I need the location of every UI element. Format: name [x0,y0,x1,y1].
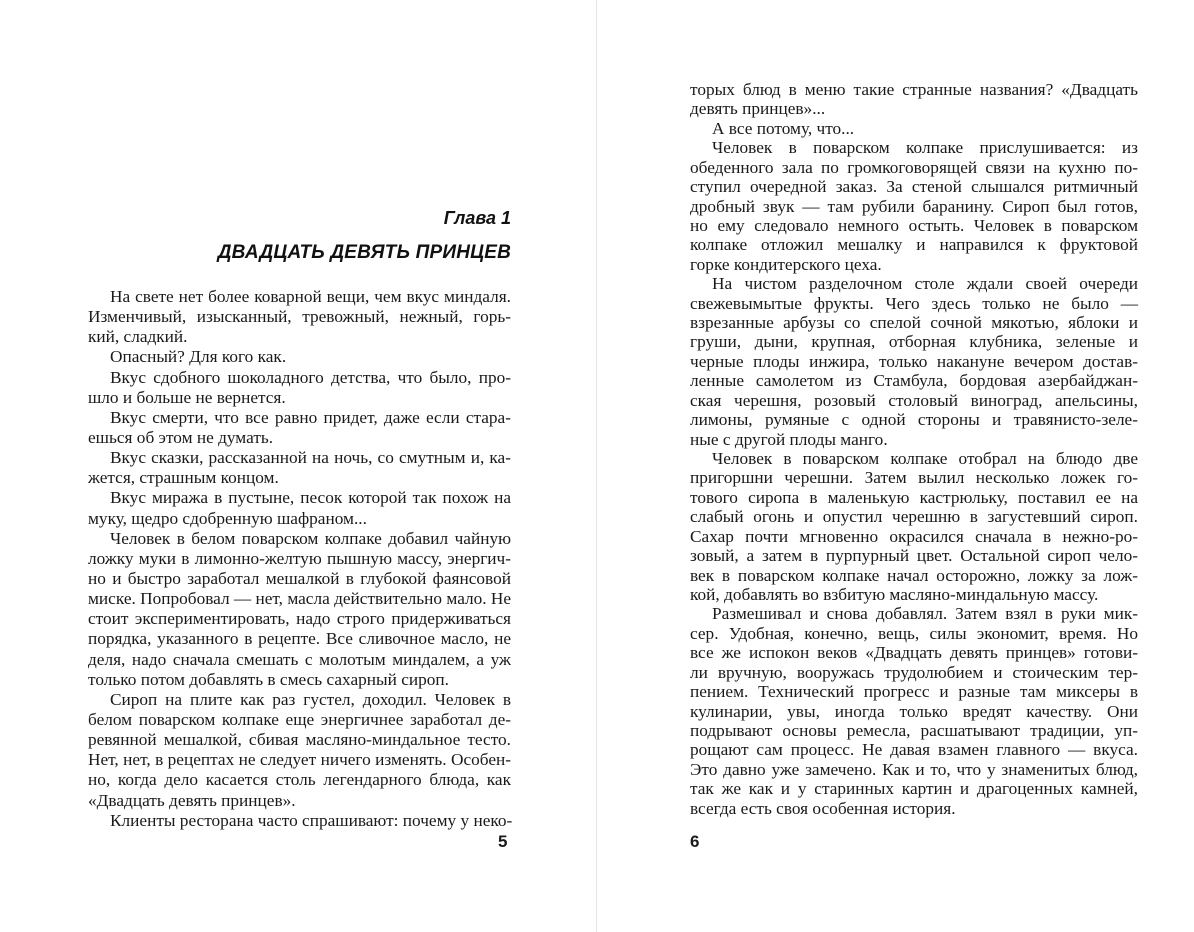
text-line: миске. Попробовал — нет, масла действительно мало. Не [88,589,512,609]
text-line: белом поварском колпаке еще энергичнее заработал де- [88,709,511,729]
text-line: ли вручную, вооружась трудолюбием и стоическим тер- [690,662,1138,682]
text-line: кулинарии, увы, иногда только вредят качеству. Они [690,701,1138,721]
paragraph [88,368,511,408]
text-line: лимоны, румяные с одной стороны и травянисто-зеле- [690,410,1138,430]
text-line: Это давно уже замечено. Как и то, что у знаменитых блюд, [690,759,1138,779]
paragraph [88,690,511,811]
text-line: ложку муки в лимонно-желтую пышную массу, энергич- [88,548,511,568]
text-line: все же испокон веков «Двадцать девять принцев» готови- [690,643,1138,663]
text-line: На свете нет более коварной вещи, чем вкус миндаля. [110,287,511,306]
text-line: «Двадцать девять принцев». [88,790,296,810]
text-line: рощают сам процесс. Не давая взамен главного — вкуса. [690,740,1138,760]
text-line: взрезанные арбузы со спелой сочной мякотью, яблоки и [690,313,1138,333]
text-line: колпаке отложил мешалку и направился к фруктовой [690,235,1138,255]
text-line: Сироп на плите как раз густел, доходил. Человек в [110,689,511,709]
chapter-number: Глава 1 [443,208,511,228]
text-line: ные с другой плоды манго. [690,429,888,449]
text-line: кий, сладкий. [88,327,188,347]
text-line: торых блюд в меню такие странные названия? «Двадцать [690,80,1138,99]
text-line: Человек в поварском колпаке отобрал на блюдо две [712,449,1138,469]
left-page-body [88,287,511,831]
text-line: Опасный? Для кого как. [110,347,287,367]
text-line: Вкус сдобного шоколадного детства, что было, про- [110,367,511,387]
page-number-right: 6 [690,832,700,851]
paragraph [88,811,511,831]
text-line: Нет, нет, в рецептах не следует ничего изменять. Особен- [88,750,511,770]
text-line: слабый огонь и опустил черешню в загустевший сироп. [690,507,1138,527]
text-line: подрывают основы ремесла, расшатывают традиции, уп- [690,720,1138,740]
paragraph [88,408,511,448]
page-gutter-divider [596,0,597,932]
text-line: На чистом разделочном столе ждали своей очереди [712,274,1138,294]
text-line: порядка, указанного в рецепте. Все сливочное масло, не [88,629,511,649]
text-line: но, когда дело касается столь легендарного блюда, как [88,770,511,790]
text-line: шло и больше не вернется. [88,387,286,407]
text-line: Вкус миража в пустыне, песок которой так похож на [110,488,511,508]
paragraph [88,448,511,488]
text-line: но ему следовало немного остыть. Человек в поварском [690,215,1138,235]
text-line: Вкус сказки, рассказанной на ночь, со смутным и, ка- [110,448,511,468]
text-line: ская черешня, розовый столовый виноград, апельсины, [690,390,1138,410]
text-line: дробный звук — там рубили баранину. Сироп был готов, [690,196,1138,216]
text-line: Клиенты ресторана часто спрашивают: почему у неко- [110,810,513,830]
text-line: свежевымытые фрукты. Чего здесь только не было — [690,293,1138,313]
text-line: Человек в белом поварском колпаке добавил чайную [110,528,511,548]
paragraph [88,287,511,347]
paragraph [690,449,1138,604]
text-line: Размешивал и снова добавлял. Затем взял в руки мик- [712,604,1138,624]
text-line: обеденного зала по громкоговорящей связи на кухню по- [690,157,1138,177]
text-line: ленные самолетом из Стамбула, бордовая азербайджан- [690,371,1138,391]
text-line: ревянной мешалкой, сбивая масляно-миндальное тесто. [88,730,511,750]
text-line: только потом добавлять в смесь сахарный сироп. [88,669,449,689]
text-line: Изменчивый, изысканный, тревожный, нежный, горь- [88,307,511,327]
text-line: но и быстро заработал мешалкой в глубокой фаянсовой [88,568,511,588]
text-line: ступил очередной заказ. За стеной слышался ритмичный [690,177,1138,197]
text-line: сер. Удобная, конечно, вещь, силы экономит, время. Но [690,623,1138,643]
text-line: стоит экспериментировать, надо строго придерживаться [88,609,511,629]
page-number-left: 5 [498,832,508,851]
paragraph [88,488,511,528]
paragraph [690,274,1138,449]
paragraph [690,119,1138,138]
text-line: жется, страшным концом. [88,468,279,488]
text-line: груши, дыни, крупная, отборная клубника, зеленые и [690,332,1138,352]
chapter-title: ДВАДЦАТЬ ДЕВЯТЬ ПРИНЦЕВ [217,242,511,263]
paragraph [88,529,511,690]
text-line: Вкус смерти, что все равно придет, даже если стара- [110,407,511,427]
paragraph [690,80,1138,119]
right-page-body [690,80,1138,818]
text-line: зовый, а затем в пурпурный цвет. Остальной сироп чело- [690,546,1138,566]
text-line: черные плоды инжира, только накануне вечером достав- [690,351,1138,371]
text-line: кой, добавлять во взбитую масляно-миндальную массу. [690,584,1099,604]
text-line: девять принцев»... [690,99,826,119]
text-line: горке кондитерского цеха. [690,254,882,274]
text-line: пригоршни черешни. Затем вылил несколько ложек го- [690,468,1138,488]
text-line: так же как и у старинных картин и драгоценных камней, [690,779,1138,799]
text-line: век в поварском колпаке начал осторожно, ложку за лож- [690,565,1138,585]
text-line: Человек в поварском колпаке прислушивается: из [712,138,1138,158]
text-line: всегда есть своя особенная история. [690,798,956,818]
paragraph [690,138,1138,274]
paragraph [88,347,511,367]
text-line: пением. Технический прогресс и разные там миксеры в [690,682,1138,702]
text-line: тового сиропа в маленькую кастрюльку, поставил ее на [690,487,1138,507]
text-line: Сахар почти мгновенно окрасился сначала в нежно-ро- [690,526,1138,546]
text-line: деля, надо сначала смешать с молотым миндалем, а уж [88,649,511,669]
text-line: А все потому, что... [712,118,855,138]
paragraph [690,604,1138,818]
text-line: муку, щедро сдобренную шафраном... [88,508,367,528]
text-line: ешься об этом не думать. [88,427,274,447]
